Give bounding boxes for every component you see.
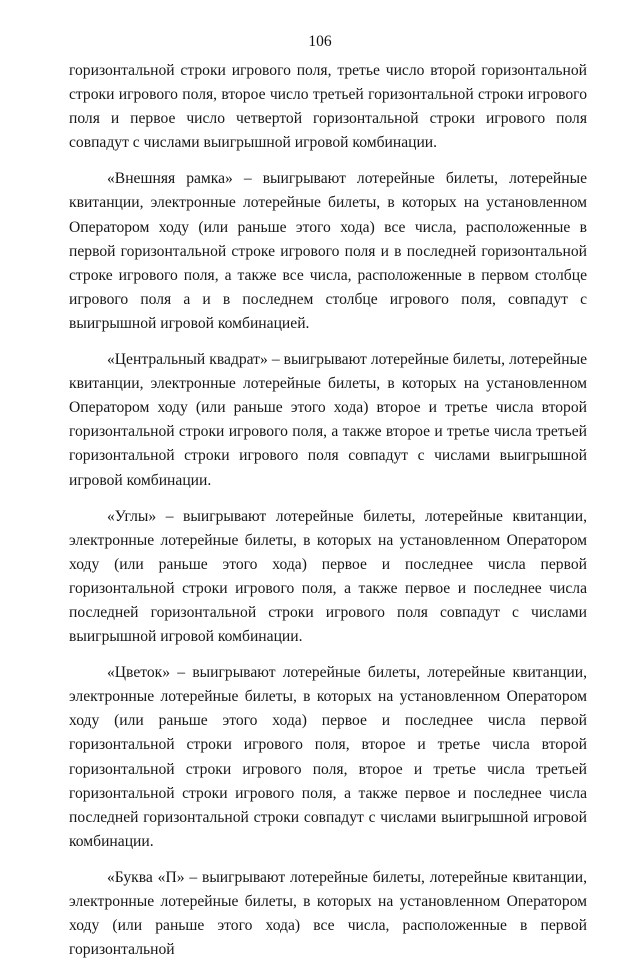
- paragraph-continuation: горизонтальной строки игрового поля, третье число второй горизонтальной строки игрового поля, второе число третьей горизонтальной строки игрового поля и первое число четвертой горизонтальной строки игрового поля совпадут с числами выигрышной игровой комбинации.: [69, 62, 587, 152]
- paragraph-outer-frame: «Внешняя рамка» – выигрывают лотерейные билеты, лотерейные квитанции, электронные лотерейные билеты, в которых на установленном Оператором ходу (или раньше этого хода) все числа, расположенные в первой горизонтальной строке игрового поля и в последней горизонтальной строке игрового поля, а также все числа, расположенные в первом столбце игрового поля а и в последнем столбце игрового поля, совпадут с выигрышной игровой комбинацией.: [69, 170, 587, 332]
- paragraph-letter-p: «Буква «П» – выигрывают лотерейные билеты, лотерейные квитанции, электронные лотерейные билеты, в которых на установленном Оператором ходу (или раньше этого хода) все числа, расположенные в первой горизонтальной: [69, 868, 587, 959]
- document-body: [69, 59, 587, 974]
- paragraph-flower: «Цветок» – выигрывают лотерейные билеты, лотерейные квитанции, электронные лотерейные билеты, в которых на установленном Оператором ходу (или раньше этого хода) первое и последнее числа первой горизонтальной строки игрового поля, второе и третье числа второй горизонтальной строки игрового поля, второе и третье числа третьей горизонтальной строки игрового поля, а также первое и последнее числа последней горизонтальной строки совпадут с числами выигрышной игровой комбинации.: [69, 664, 587, 850]
- page-number: 106: [308, 33, 332, 50]
- paragraph-corners: «Углы» – выигрывают лотерейные билеты, лотерейные квитанции, электронные лотерейные билеты, в которых на установленном Оператором ходу (или раньше этого хода) первое и последнее числа первой горизонтальной строки игрового поля, а также первое и последнее числа последней горизонтальной строки игрового поля совпадут с числами выигрышной игровой комбинации.: [69, 507, 587, 646]
- paragraph-central-square: «Центральный квадрат» – выигрывают лотерейные билеты, лотерейные квитанции, электронные лотерейные билеты, в которых на установленном Оператором ходу (или раньше этого хода) второе и третье числа второй горизонтальной строки игрового поля, а также второе и третье числа третьей горизонтальной строки игрового поля совпадут с числами выигрышной игровой комбинации.: [69, 351, 587, 489]
